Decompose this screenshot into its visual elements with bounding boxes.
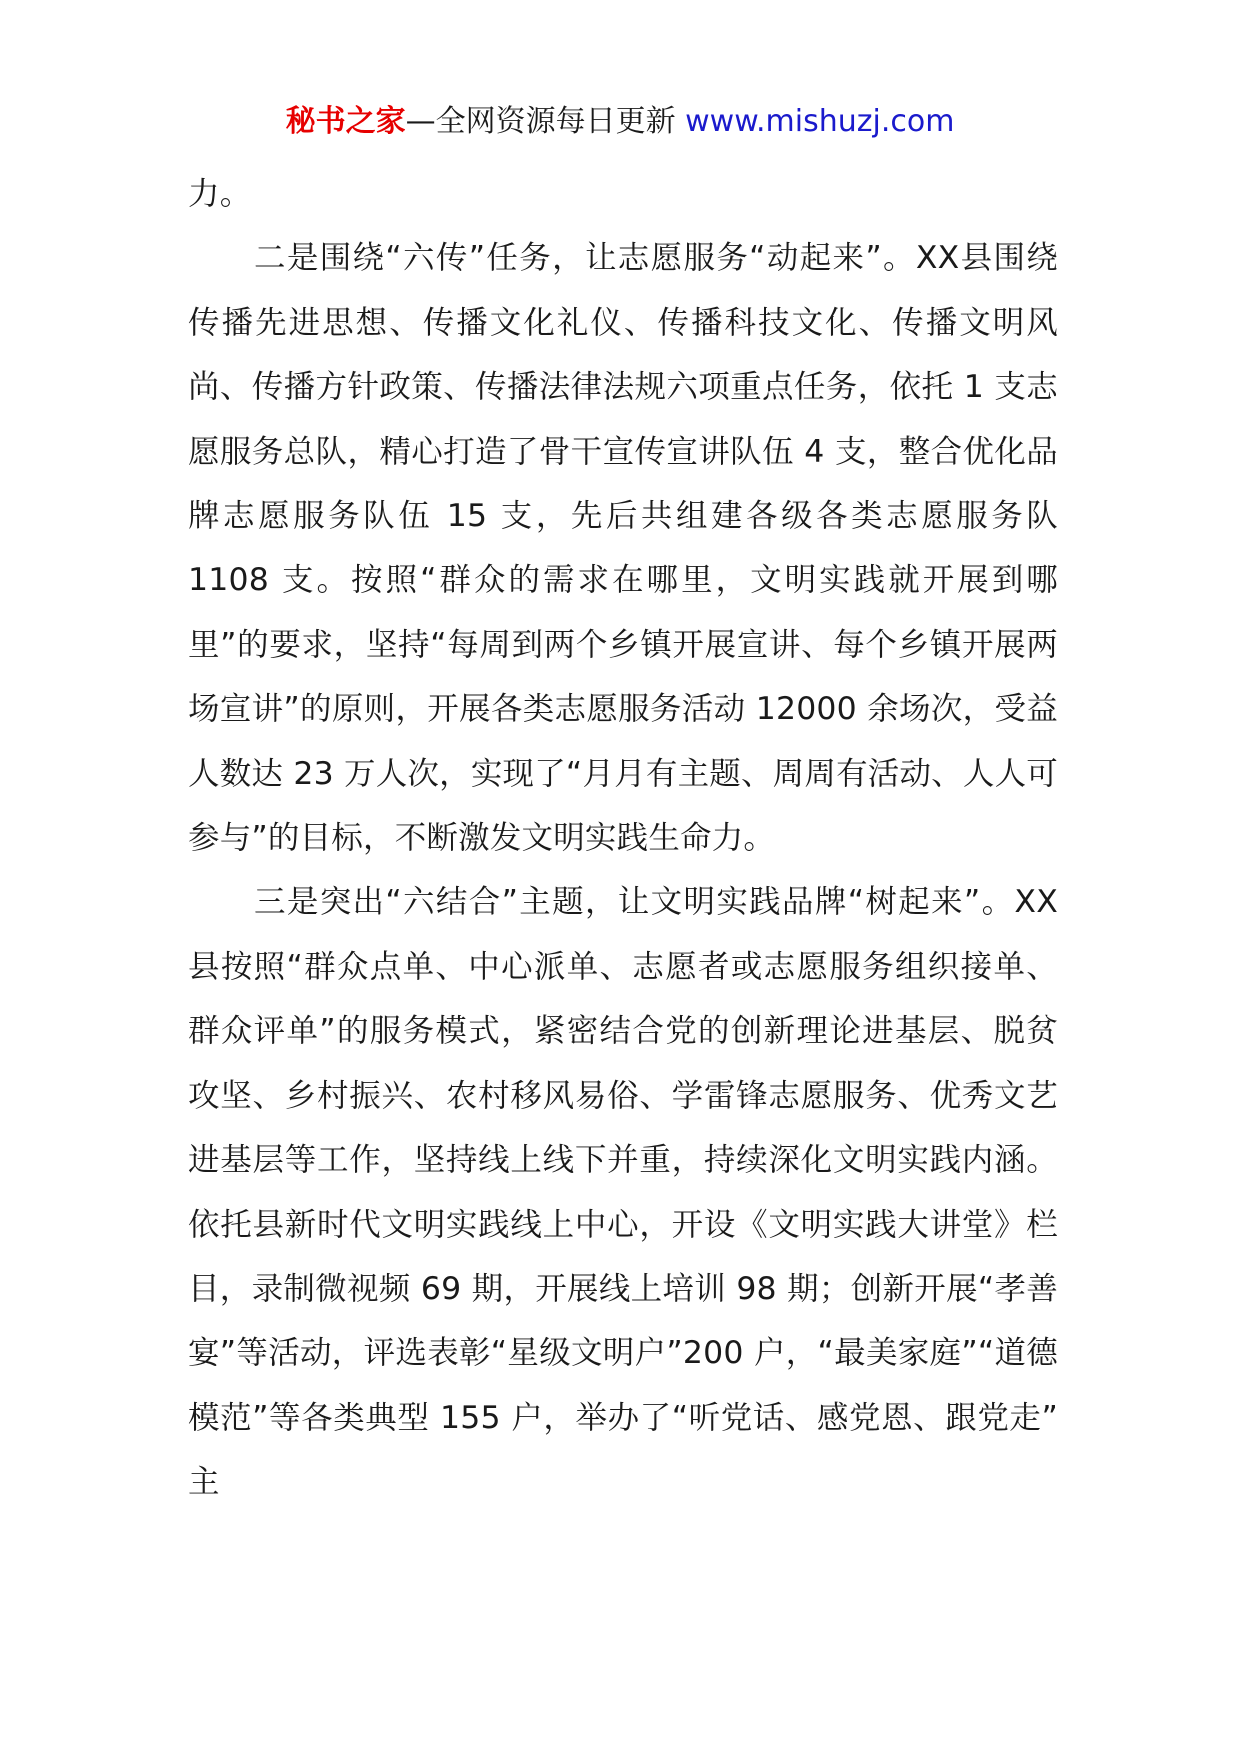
paragraph-1: 力。 [188, 176, 252, 212]
document-body [188, 162, 1058, 1515]
header-slogan: —全网资源每日更新 [405, 104, 686, 139]
brand-name: 秘书之家 [285, 104, 406, 139]
paragraph-2: 二是围绕“六传”任务，让志愿服务“动起来”。XX县围绕传播先进思想、传播文化礼仪、传播科技文化、传播文明风尚、传播方针政策、传播法律法规六项重点任务，依托 1 支志愿服务总队，精心打造了骨干宣传宣讲队伍 4 支，整合优化品牌志愿服务队伍 15 支，先后共组建各级各类志愿服务队 1108 支。按照“群众的需求在哪里，文明实践就开展到哪里”的要求，坚持“每周到两个乡镇开展宣讲、每个乡镇开展两场宣讲”的原则，开展各类志愿服务活动 12000 余场次，受益人数达 23 万人次，实现了“月月有主题、周周有活动、人人可参与”的目标，不断激发文明实践生命力。 [188, 240, 1058, 857]
header-url[interactable]: www.mishuzj.com [685, 104, 955, 139]
paragraph-3: 三是突出“六结合”主题，让文明实践品牌“树起来”。XX 县按照“群众点单、中心派单、志愿者或志愿服务组织接单、群众评单”的服务模式，紧密结合党的创新理论进基层、脱贫攻坚、乡村振兴、农村移风易俗、学雷锋志愿服务、优秀文艺进基层等工作，坚持线上线下并重，持续深化文明实践内涵。依托县新时代文明实践线上中心，开设《文明实践大讲堂》栏目，录制微视频 69 期，开展线上培训 98 期；创新开展“孝善宴”等活动，评选表彰“星级文明户”200 户，“最美家庭”“道德模范”等各类典型 155 户，举办了“听党话、感党恩、跟党走” 主 [188, 884, 1058, 1501]
page-header [0, 100, 1240, 144]
